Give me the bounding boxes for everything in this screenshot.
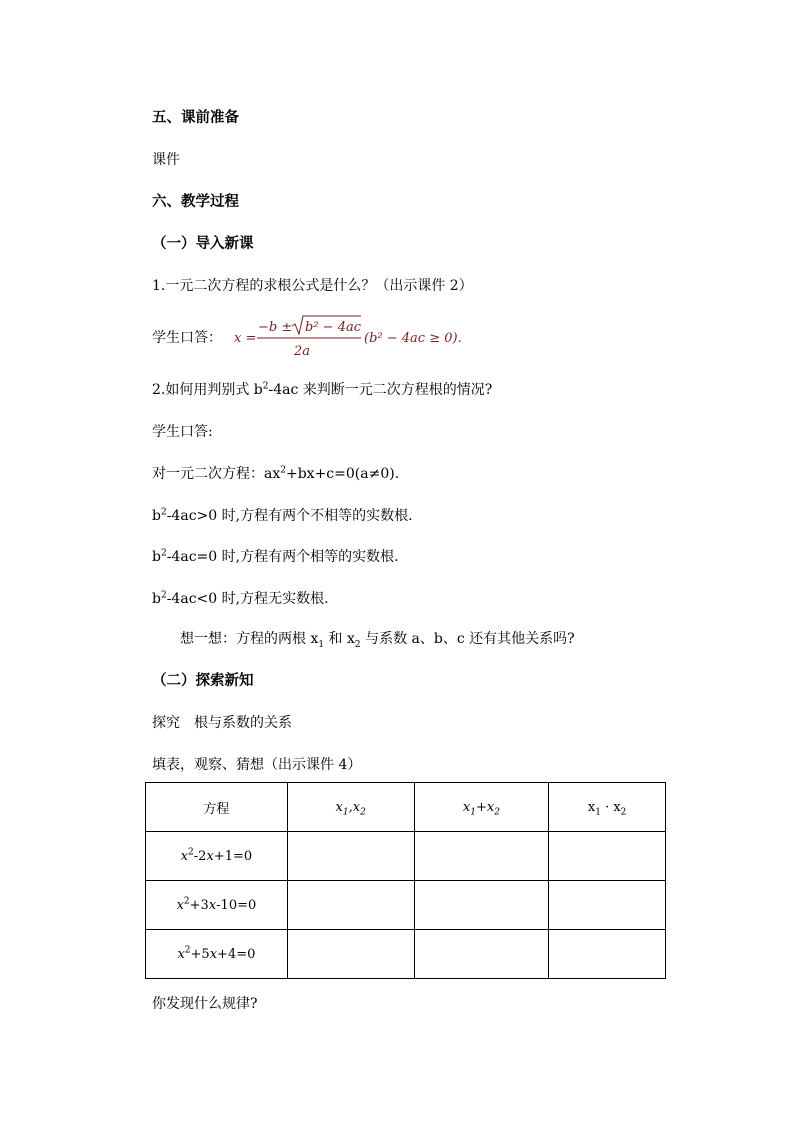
eq-var: x [206,848,214,864]
h3-s2: 2 [620,807,627,818]
part2-heading: （二）探索新知 [152,672,254,689]
eq-part: -10=0 [216,897,257,913]
blank-cell[interactable] [549,881,666,930]
eq-sup: 2 [280,465,286,476]
h1-b: ,x [348,799,361,815]
think-p1: 想一想：方程的两根 x [180,631,319,647]
part1-heading: （一）导入新课 [152,235,254,252]
header-sum [414,783,549,832]
explore-line: 探究 根与系数的关系 [152,715,292,731]
formula-condition: (b² − 4ac ≥ 0). [364,331,462,346]
case-suffix: -4ac>0 时,方程有两个不相等的实数根. [166,508,413,524]
case-suffix: -4ac=0 时,方程有两个相等的实数根. [166,549,399,565]
eq-sup: 2 [188,847,194,858]
pattern-question: 你发现什么规律? [152,996,258,1012]
eq-sup: 2 [183,896,190,907]
h3-s1: 1 [595,807,601,818]
think-p3: 与系数 a、b、c 还有其他关系吗? [360,631,575,647]
case-negative [152,590,329,608]
table-row [146,930,666,979]
h1-s2: 2 [360,807,366,818]
instruction-line: 填表，观察、猜想（出示课件 4） [152,757,362,773]
eq-prefix: 对一元二次方程：ax [152,466,281,482]
eq-suffix: +bx+c=0(a≠0). [285,466,400,482]
case-positive [152,507,413,525]
case-suffix: -4ac<0 时,方程无实数根. [166,591,329,607]
blank-cell[interactable] [414,930,549,979]
case-zero [152,548,399,566]
eq-var: x [209,946,218,962]
blank-cell[interactable] [287,881,414,930]
formula-lhs: x = [234,331,257,346]
h3-a: x [587,799,596,815]
answer-label: 学生口答： [152,330,222,346]
equation-cell [146,930,288,979]
equation-line [152,465,399,483]
h2-a: x [462,799,471,815]
blank-cell[interactable] [287,930,414,979]
eq-var: x [177,946,185,962]
header-product [549,783,666,832]
eq-var: x [180,848,189,864]
eq-part: -2 [193,848,207,864]
question-2 [152,381,492,399]
formula-radicand: b² − 4ac [305,320,361,335]
formula-numerator-left: −b ± [258,320,293,335]
section6-heading: 六、教学过程 [152,193,239,210]
eq-var: x [208,897,217,913]
header-equation: 方程 [146,783,288,832]
q2-prefix: 2.如何用判别式 b [152,382,263,398]
eq-part: +1=0 [213,848,253,864]
h1-a: x [335,799,343,815]
question-1: 1.一元二次方程的求根公式是什么？（出示课件 2） [152,278,473,294]
formula-denominator: 2a [294,344,311,359]
think-p2: 和 x [324,631,355,647]
table-row [146,881,666,930]
section5-heading: 五、课前准备 [152,109,239,126]
h3-b: · x [600,799,621,815]
case-sup: 2 [160,548,167,559]
eq-var: x [176,897,184,913]
blank-cell[interactable] [549,832,666,881]
eq-part: +5 [190,946,210,962]
q2-sup: 2 [262,381,269,392]
header-roots [287,783,414,832]
case-sup: 2 [160,507,167,518]
roots-table [145,782,666,979]
equation-cell [146,881,288,930]
case-prefix: b [152,549,161,565]
think-question [180,630,575,648]
case-sup: 2 [160,590,167,601]
blank-cell[interactable] [549,930,666,979]
h2-s1: 1 [470,807,476,818]
h2-b: +x [475,799,495,815]
blank-cell[interactable] [414,832,549,881]
formula-graphic [230,314,470,360]
think-sub1: 1 [318,639,325,650]
equation-cell [146,832,288,881]
table-header-row [146,783,666,832]
think-sub2: 2 [354,639,361,650]
case-prefix: b [152,591,161,607]
blank-cell[interactable] [287,832,414,881]
q2-suffix: -4ac 来判断一元二次方程根的情况? [268,382,493,398]
h2-s2: 2 [494,807,500,818]
answer-2-label: 学生口答: [152,424,213,440]
eq-part: +4=0 [217,946,256,962]
case-prefix: b [152,508,161,524]
blank-cell[interactable] [414,881,549,930]
eq-part: +3 [189,897,209,913]
table-row [146,832,666,881]
section5-content: 课件 [152,152,180,168]
h1-s1: 1 [342,807,349,818]
eq-sup: 2 [184,945,191,956]
